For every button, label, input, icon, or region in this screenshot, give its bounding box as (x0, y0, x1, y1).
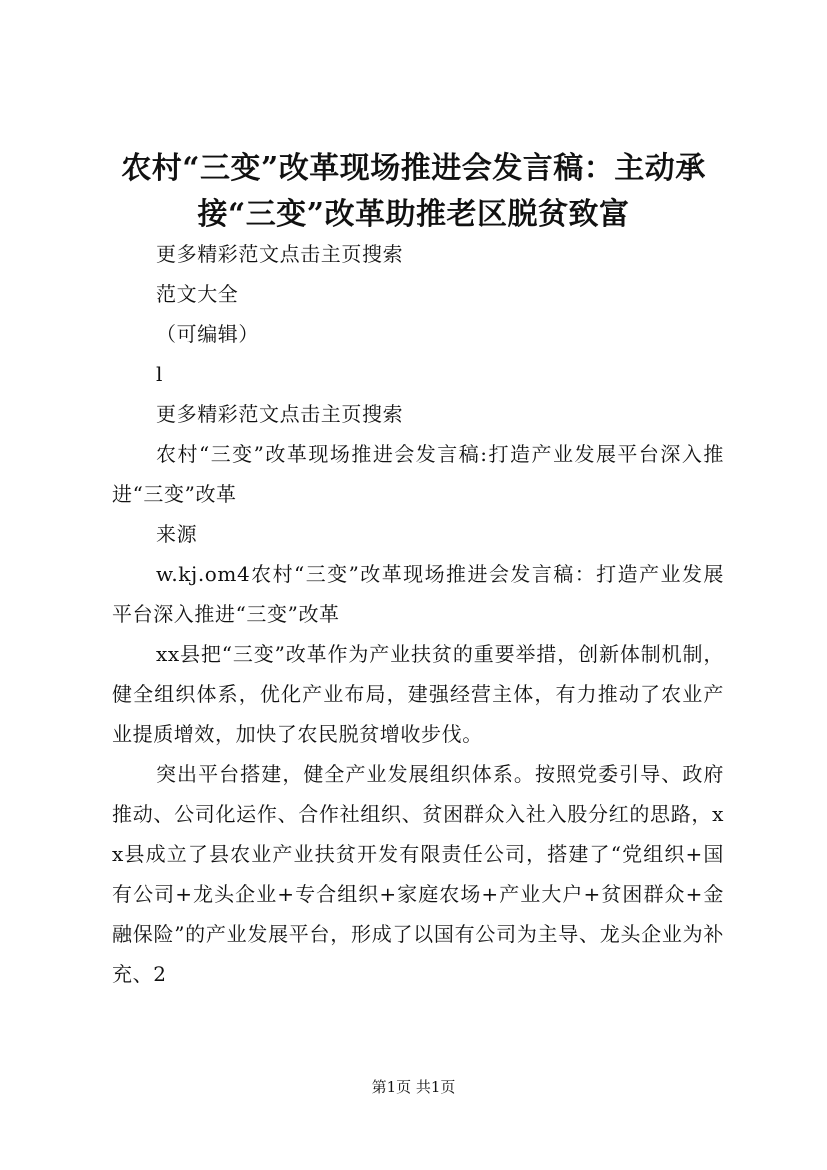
paragraph: 农村“三变”改革现场推进会发言稿:打造产业发展平台深入推进“三变”改革 (112, 442, 724, 506)
paragraph: （可编辑） (156, 322, 259, 346)
paragraph: 更多精彩范文点击主页搜索 (156, 242, 404, 266)
paragraph: 更多精彩范文点击主页搜索 (156, 402, 404, 426)
paragraph: l (156, 362, 163, 386)
paragraph: 来源 (156, 522, 198, 546)
page-footer: 第1页 共1页 (371, 1078, 456, 1096)
paragraph: xx县把“三变”改革作为产业扶贫的重要举措，创新体制机制，健全组织体系，优化产业布局，建强经营主体，有力推动了农业产业提质增效，加快了农民脱贫增收步伐。 (112, 642, 724, 746)
paragraph: w.kj.om4农村“三变”改革现场推进会发言稿：打造产业发展平台深入推进“三变”改革 (112, 562, 724, 626)
document-body (112, 234, 724, 994)
document-title: 农村“三变”改革现场推进会发言稿：主动承接“三变”改革助推老区脱贫致富 (121, 151, 706, 232)
paragraph: 突出平台搭建，健全产业发展组织体系。按照党委引导、政府推动、公司化运作、合作社组织、贫困群众入社入股分红的思路，xx县成立了县农业产业扶贫开发有限责任公司，搭建了“党组织+国有公司+龙头企业+专合组织+家庭农场+产业大户+贫困群众+金融保险”的产业发展平台，形成了以国有公司为主导、龙头企业为补充、2 (112, 762, 724, 986)
paragraph: 范文大全 (156, 282, 239, 306)
